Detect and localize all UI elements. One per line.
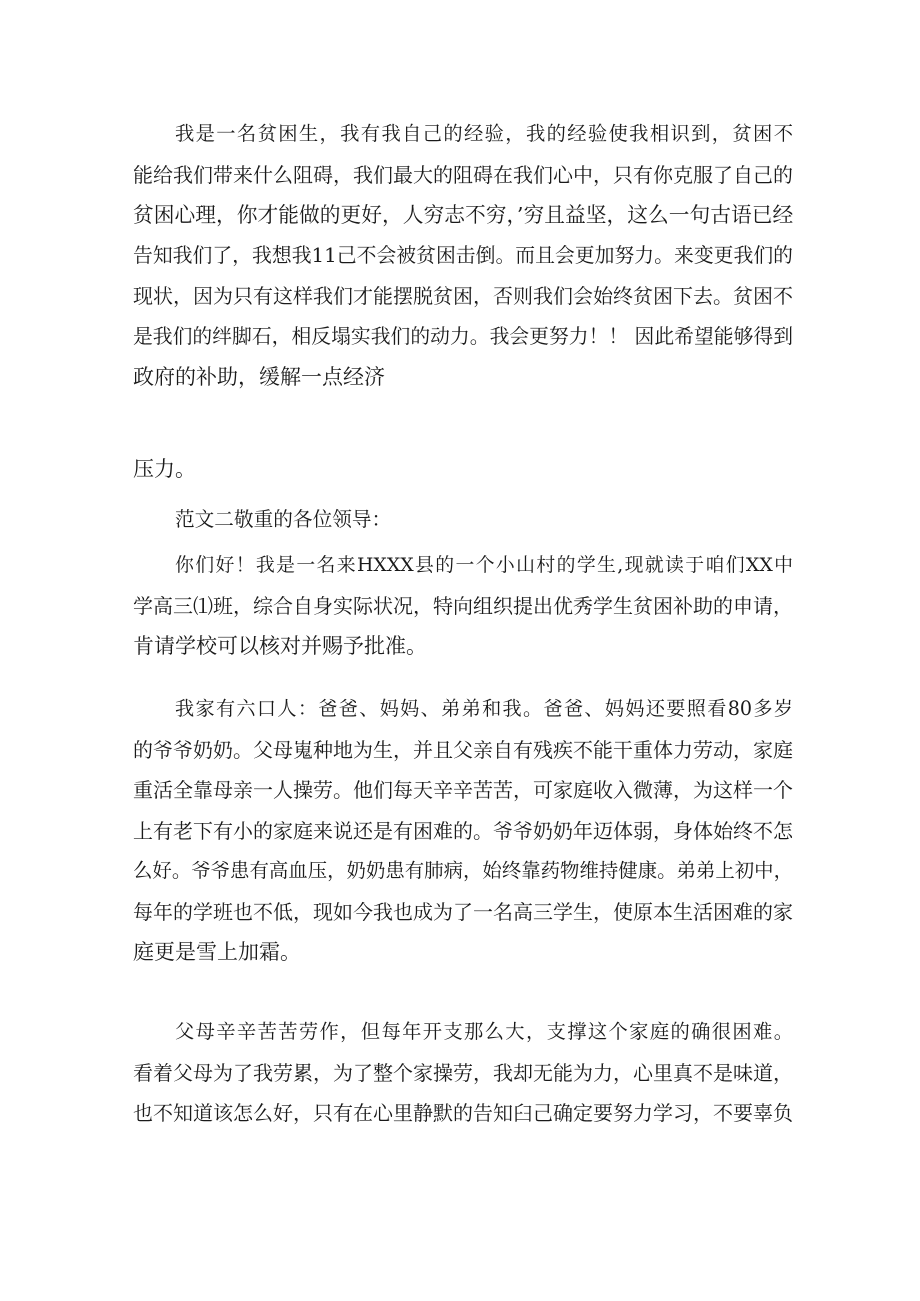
text-line: 政府的补助，缓解一点经济 <box>133 365 385 389</box>
paragraph-2 <box>133 449 793 490</box>
text-line: 是我们的绊脚石，相反塌实我们的动力。我会更努力！！ 因此希望能够得到 <box>133 324 793 348</box>
paragraph-6 <box>133 1012 793 1134</box>
text-line: 能给我们带来什么阻碍，我们最大的阻碍在我们心中，只有你克服了自己的 <box>133 162 793 187</box>
text-line: 范文二敬重的各位领导： <box>175 508 392 531</box>
text-line: 也不知道该怎么好，只有在心里静默的告知臼己确定要努力学习，不要辜负 <box>133 1101 793 1125</box>
paragraph-1 <box>133 114 793 398</box>
text-line: 压力。 <box>133 457 196 481</box>
text-line: 上有老下有小的家庭来说还是有困难的。爷爷奶奶年迈体弱，身体始终不怎 <box>133 818 793 843</box>
text-line: 么好。爷爷患有高血压，奶奶患有肺病，始终靠药物维持健康。弟弟上初中， <box>133 859 793 882</box>
text-line: 学高三⑴班，综合自身实际状况，特向组织提出优秀学生贫困补助的申请， <box>133 593 793 618</box>
text-line: 父母辛辛苦苦劳作，但每年开支那么大，支撑这个家庭的确很困难。 <box>175 1020 793 1043</box>
text-line: 现状，因为只有这样我们才能摆脱贫困，否则我们会始终贫困下去。贫困不 <box>133 284 793 308</box>
text-line: 庭更是雪上加霜。 <box>133 940 301 964</box>
text-line: 你们好！我是一名来HXXX县的一个小山村的学生,现就读于咱们XX中 <box>175 554 793 576</box>
text-line: 告知我们了，我想我11己不会被贫困击倒。而且会更加努力。来变更我们的 <box>133 243 793 267</box>
paragraph-3 <box>133 500 793 541</box>
paragraph-5 <box>133 689 793 973</box>
text-line: 的爷爷奶奶。父母嵬种地为生，并且父亲自有残疾不能干重体力劳动，家庭 <box>133 737 793 762</box>
text-line: 贫困心理，你才能做的更好，人穷志不穷，’穷且益坚，这么一句古语已经 <box>133 203 794 227</box>
text-line: 肯请学校可以核对并赐予批准。 <box>133 634 427 658</box>
text-line: 我家有六口人：爸爸、妈妈、弟弟和我。爸爸、妈妈还要照看80多岁 <box>175 697 793 720</box>
text-line: 每年的学班也不低，现如今我也成为了一名高三学生，使原本生活困难的家 <box>133 899 793 924</box>
text-line: 重活全靠母亲一人操劳。他们每天辛辛苦苦，可家庭收入微薄，为这样一个 <box>133 778 793 802</box>
text-line: 看着父母为了我劳累，为了整个家操劳，我却无能为力，心里真不是味道， <box>133 1060 793 1085</box>
paragraph-4 <box>133 545 793 667</box>
text-line: 我是一名贫困生，我有我自己的经验，我的经验使我相识到，贫困不 <box>175 122 793 145</box>
